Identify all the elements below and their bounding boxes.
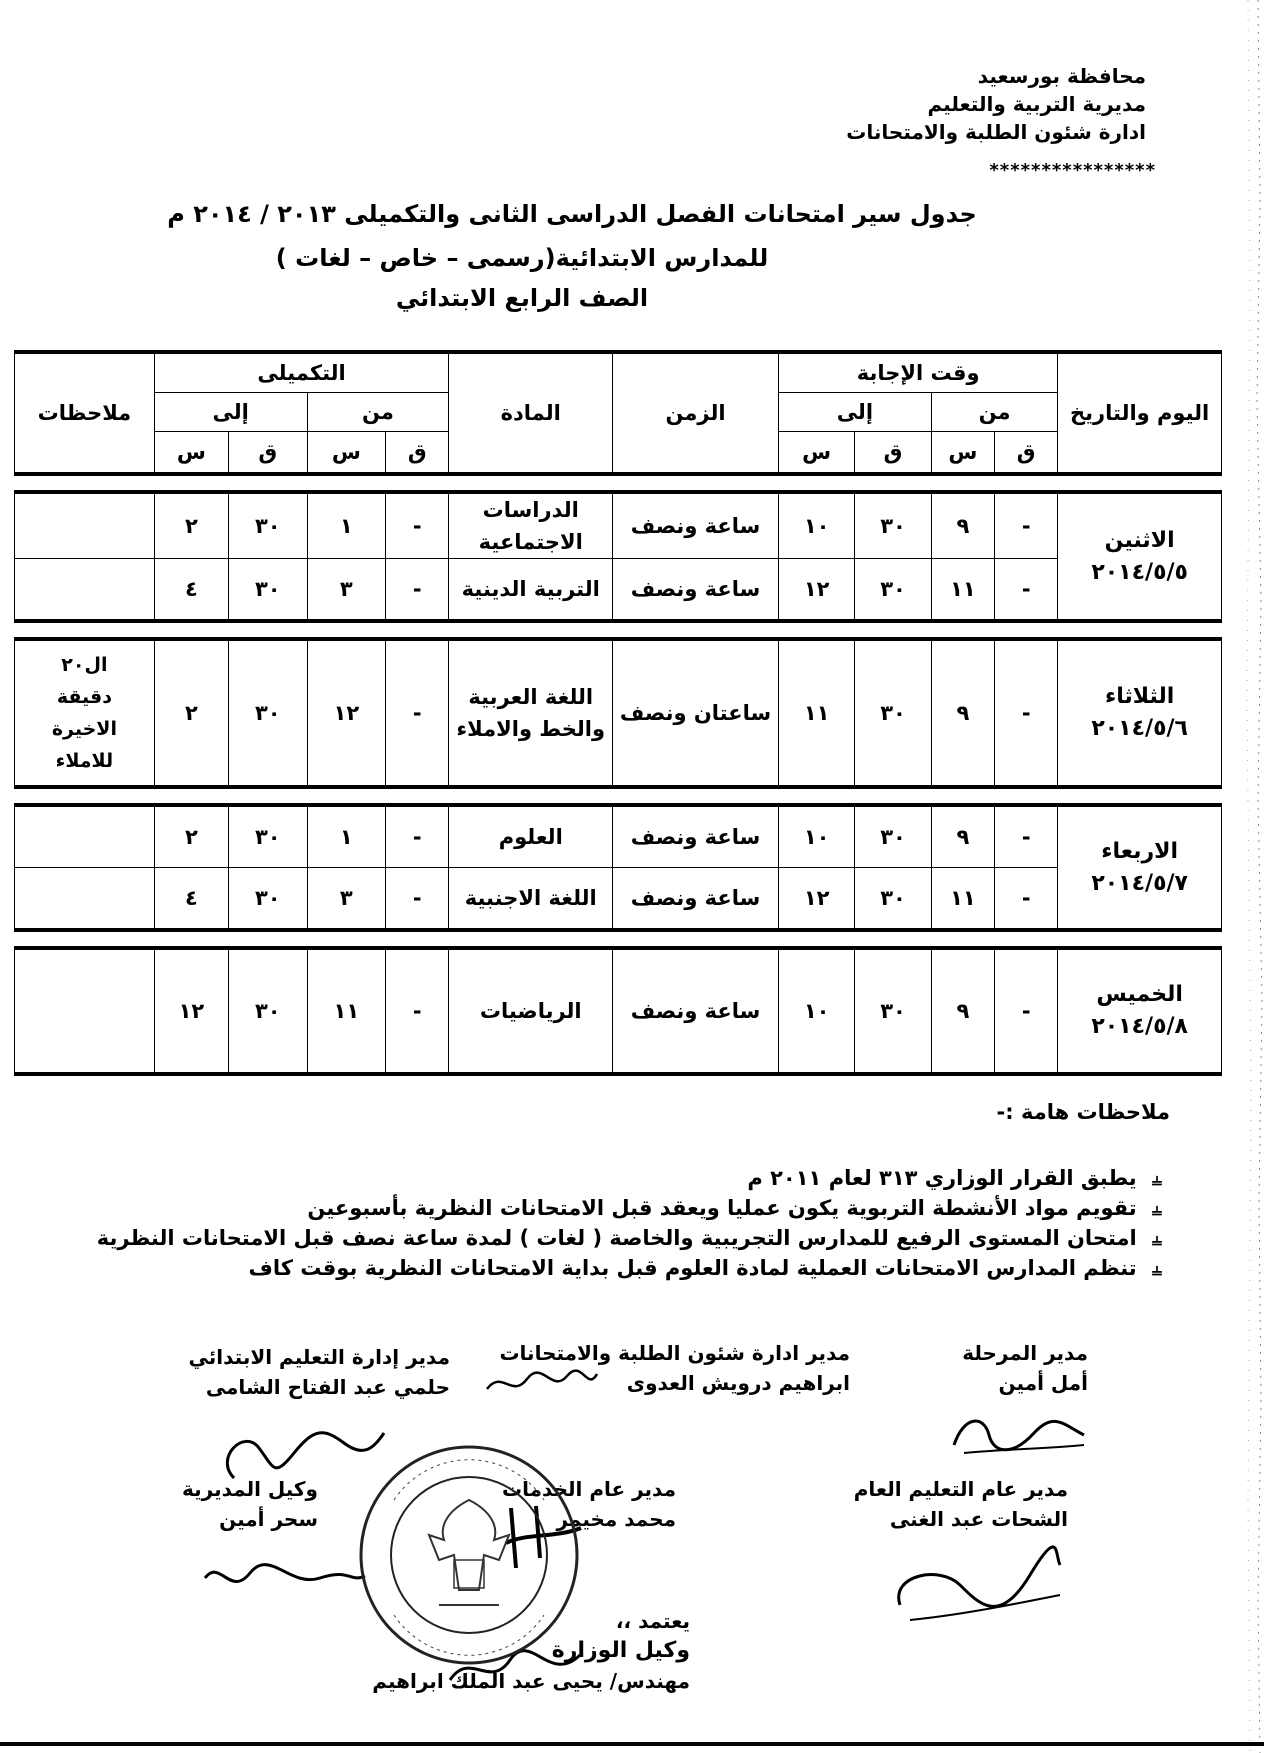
sup-from-s-cell: ١ bbox=[307, 805, 386, 868]
to-q-cell: ٣٠ bbox=[855, 639, 931, 787]
from-s-cell: ٩ bbox=[931, 639, 994, 787]
signature-title: وكيل الوزارة bbox=[551, 1638, 690, 1663]
signature-scribble-icon bbox=[880, 1545, 1070, 1635]
signature-title: مدير إدارة التعليم الابتدائي bbox=[188, 1345, 450, 1369]
sup-to-s-cell: ٤ bbox=[154, 559, 228, 622]
signature-title: مدير عام الخدمات bbox=[502, 1477, 676, 1501]
signature-name: ابراهيم درويش العدوى bbox=[626, 1371, 850, 1395]
from-s-cell: ١١ bbox=[931, 559, 994, 622]
table-row bbox=[15, 868, 1222, 931]
header-day-date: اليوم والتاريخ bbox=[1058, 352, 1222, 474]
from-q-cell: - bbox=[995, 948, 1058, 1074]
note-text: تقويم مواد الأنشطة التربوية يكون عمليا ويعقد قبل الامتحانات النظرية بأسبوعين bbox=[307, 1196, 1137, 1220]
grade-title: الصف الرابع الابتدائي bbox=[395, 284, 649, 312]
header-sup-from-s: س bbox=[307, 432, 386, 475]
header-subject: المادة bbox=[449, 352, 613, 474]
subject-cell: التربية الدينية bbox=[449, 559, 613, 622]
duration-cell: ساعة ونصف bbox=[613, 948, 779, 1074]
day-name: الثلاثاء bbox=[1105, 684, 1175, 709]
sup-from-s-cell: ١٢ bbox=[307, 639, 386, 787]
subject-cell: اللغة العربية والخط والاملاء bbox=[449, 639, 613, 787]
day-cell bbox=[1058, 639, 1222, 787]
sup-to-q-cell: ٣٠ bbox=[229, 559, 308, 622]
subject-cell: العلوم bbox=[449, 805, 613, 868]
table-separator bbox=[15, 787, 1222, 805]
to-q-cell: ٣٠ bbox=[855, 559, 931, 622]
notes-list bbox=[70, 1163, 1170, 1283]
day-name: الاربعاء bbox=[1101, 838, 1179, 864]
signature-scribble-icon bbox=[482, 1364, 602, 1404]
signature-deputy-directorate bbox=[182, 1474, 318, 1534]
bullet-icon: ⫨ bbox=[1151, 1169, 1163, 1190]
document-title: جدول سير امتحانات الفصل الدراسى الثانى والتكميلى ٢٠١٣ / ٢٠١٤ م bbox=[167, 200, 977, 228]
day-date: ٢٠١٤/٥/٧ bbox=[1091, 870, 1188, 896]
header-answer-time: وقت الإجابة bbox=[778, 352, 1057, 393]
signature-primary-director bbox=[189, 1342, 450, 1402]
approval-label: يعتمد ،، bbox=[615, 1609, 690, 1633]
day-date: ٢٠١٤/٥/٦ bbox=[1091, 716, 1188, 741]
from-q-cell: - bbox=[995, 639, 1058, 787]
sup-to-s-cell: ٤ bbox=[154, 868, 228, 931]
to-s-cell: ١٢ bbox=[778, 559, 854, 622]
header-sup-to-q: ق bbox=[229, 432, 308, 475]
header-from: من bbox=[931, 393, 1058, 432]
to-q-cell: ٣٠ bbox=[855, 868, 931, 931]
note-text: يطبق القرار الوزاري ٣١٣ لعام ٢٠١١ م bbox=[747, 1166, 1137, 1190]
notes-cell bbox=[15, 492, 155, 559]
header-to-q: ق bbox=[855, 432, 931, 475]
sup-from-s-cell: ٣ bbox=[307, 559, 386, 622]
day-cell bbox=[1058, 805, 1222, 930]
department-name: ادارة شئون الطلبة والامتحانات bbox=[846, 120, 1146, 144]
sup-from-s-cell: ٣ bbox=[307, 868, 386, 931]
page-bottom-border bbox=[0, 1742, 1264, 1746]
bullet-icon: ⫨ bbox=[1151, 1199, 1163, 1220]
signature-scribble-icon bbox=[944, 1405, 1094, 1465]
notes-cell bbox=[15, 868, 155, 931]
sup-to-q-cell: ٣٠ bbox=[229, 492, 308, 559]
from-s-cell: ٩ bbox=[931, 492, 994, 559]
list-item bbox=[70, 1193, 1170, 1223]
note-text: امتحان المستوى الرفيع للمدارس التجريبية والخاصة ( لغات ) لمدة ساعة نصف قبل الامتحانات النظرية bbox=[96, 1226, 1137, 1250]
day-date: ٢٠١٤/٥/٨ bbox=[1091, 1014, 1188, 1039]
to-s-cell: ١٠ bbox=[778, 948, 854, 1074]
to-s-cell: ١١ bbox=[778, 639, 854, 787]
header-duration: الزمن bbox=[613, 352, 779, 474]
sup-to-q-cell: ٣٠ bbox=[229, 805, 308, 868]
to-s-cell: ١٠ bbox=[778, 805, 854, 868]
organization-header bbox=[846, 62, 1146, 146]
scan-edge-noise-icon bbox=[1228, 0, 1264, 1753]
signature-name: حلمي عبد الفتاح الشامى bbox=[205, 1375, 450, 1399]
table-row bbox=[15, 948, 1222, 1074]
day-cell bbox=[1058, 492, 1222, 621]
signature-name: مهندس/ يحيى عبد الملك ابراهيم bbox=[372, 1669, 690, 1693]
signature-scribble-icon bbox=[200, 1548, 370, 1608]
list-item bbox=[70, 1223, 1170, 1253]
notes-title: ملاحظات هامة :- bbox=[996, 1100, 1170, 1124]
sup-to-s-cell: ٢ bbox=[154, 639, 228, 787]
sup-to-s-cell: ٢ bbox=[154, 492, 228, 559]
notes-cell bbox=[15, 559, 155, 622]
note-text: تنظم المدارس الامتحانات العملية لمادة العلوم قبل بداية الامتحانات النظرية بوقت كاف bbox=[248, 1256, 1137, 1280]
to-s-cell: ١٠ bbox=[778, 492, 854, 559]
header-to-s: س bbox=[778, 432, 854, 475]
subject-cell: الرياضيات bbox=[449, 948, 613, 1074]
duration-cell: ساعة ونصف bbox=[613, 559, 779, 622]
day-date: ٢٠١٤/٥/٥ bbox=[1091, 559, 1188, 585]
from-q-cell: - bbox=[995, 492, 1058, 559]
to-q-cell: ٣٠ bbox=[855, 948, 931, 1074]
header-from-s: س bbox=[931, 432, 994, 475]
from-s-cell: ١١ bbox=[931, 868, 994, 931]
day-name: الخميس bbox=[1096, 982, 1183, 1007]
duration-cell: ساعتان ونصف bbox=[613, 639, 779, 787]
table-separator bbox=[15, 930, 1222, 948]
table-separator bbox=[15, 474, 1222, 492]
sup-from-q-cell: - bbox=[386, 559, 449, 622]
governorate-name: محافظة بورسعيد bbox=[977, 64, 1146, 88]
header-sup-from-q: ق bbox=[386, 432, 449, 475]
sup-to-q-cell: ٣٠ bbox=[229, 948, 308, 1074]
header-to: إلى bbox=[778, 393, 931, 432]
signature-name: أمل أمين bbox=[998, 1371, 1088, 1395]
sup-from-s-cell: ١ bbox=[307, 492, 386, 559]
sup-from-q-cell: - bbox=[386, 868, 449, 931]
exam-schedule-table bbox=[14, 350, 1222, 1076]
sup-to-s-cell: ١٢ bbox=[154, 948, 228, 1074]
notes-cell bbox=[15, 805, 155, 868]
signature-general-education bbox=[854, 1474, 1068, 1534]
day-cell bbox=[1058, 948, 1222, 1074]
header-notes: ملاحظات bbox=[15, 352, 155, 474]
subject-cell: اللغة الاجنبية bbox=[449, 868, 613, 931]
header-sup-from: من bbox=[307, 393, 449, 432]
table-row bbox=[15, 492, 1222, 559]
signature-name: الشحات عبد الغنى bbox=[889, 1507, 1068, 1531]
sup-to-q-cell: ٣٠ bbox=[229, 868, 308, 931]
duration-cell: ساعة ونصف bbox=[613, 492, 779, 559]
sup-from-q-cell: - bbox=[386, 948, 449, 1074]
signature-title: وكيل المديرية bbox=[182, 1477, 318, 1501]
to-s-cell: ١٢ bbox=[778, 868, 854, 931]
sup-from-q-cell: - bbox=[386, 639, 449, 787]
sup-from-q-cell: - bbox=[386, 805, 449, 868]
sup-to-s-cell: ٢ bbox=[154, 805, 228, 868]
sup-from-q-cell: - bbox=[386, 492, 449, 559]
header-supplementary: التكميلى bbox=[154, 352, 449, 393]
from-s-cell: ٩ bbox=[931, 948, 994, 1074]
header-sup-to-s: س bbox=[154, 432, 228, 475]
sup-to-q-cell: ٣٠ bbox=[229, 639, 308, 787]
table-row bbox=[15, 559, 1222, 622]
table-separator bbox=[15, 621, 1222, 639]
table-row bbox=[15, 639, 1222, 787]
notes-cell: ال٢٠ دقيقة الاخيرة للاملاء bbox=[15, 639, 155, 787]
bullet-icon: ⫨ bbox=[1151, 1259, 1163, 1280]
to-q-cell: ٣٠ bbox=[855, 492, 931, 559]
stars-divider: **************** bbox=[989, 160, 1156, 181]
document-subtitle: للمدارس الابتدائية(رسمى – خاص – لغات ) bbox=[275, 244, 769, 272]
from-q-cell: - bbox=[995, 559, 1058, 622]
signature-name: سحر أمين bbox=[219, 1507, 318, 1531]
list-item bbox=[70, 1253, 1170, 1283]
table-row bbox=[15, 805, 1222, 868]
duration-cell: ساعة ونصف bbox=[613, 805, 779, 868]
from-s-cell: ٩ bbox=[931, 805, 994, 868]
day-name: الاثنين bbox=[1104, 527, 1175, 553]
list-item bbox=[70, 1163, 1170, 1193]
bullet-icon: ⫨ bbox=[1151, 1229, 1163, 1250]
header-from-q: ق bbox=[995, 432, 1058, 475]
directorate-name: مديرية التربية والتعليم bbox=[927, 92, 1146, 116]
duration-cell: ساعة ونصف bbox=[613, 868, 779, 931]
signature-stage-director bbox=[962, 1338, 1088, 1398]
signature-title: مدير عام التعليم العام bbox=[853, 1477, 1068, 1501]
sup-from-s-cell: ١١ bbox=[307, 948, 386, 1074]
to-q-cell: ٣٠ bbox=[855, 805, 931, 868]
notes-cell bbox=[15, 948, 155, 1074]
signature-title: مدير المرحلة bbox=[962, 1341, 1088, 1365]
header-sup-to: إلى bbox=[154, 393, 307, 432]
from-q-cell: - bbox=[995, 868, 1058, 931]
from-q-cell: - bbox=[995, 805, 1058, 868]
signature-title: مدير ادارة شئون الطلبة والامتحانات bbox=[499, 1341, 850, 1365]
official-seal-icon bbox=[354, 1440, 584, 1670]
subject-cell: الدراسات الاجتماعية bbox=[449, 492, 613, 559]
signature-name: محمد مخيمر bbox=[556, 1507, 676, 1531]
